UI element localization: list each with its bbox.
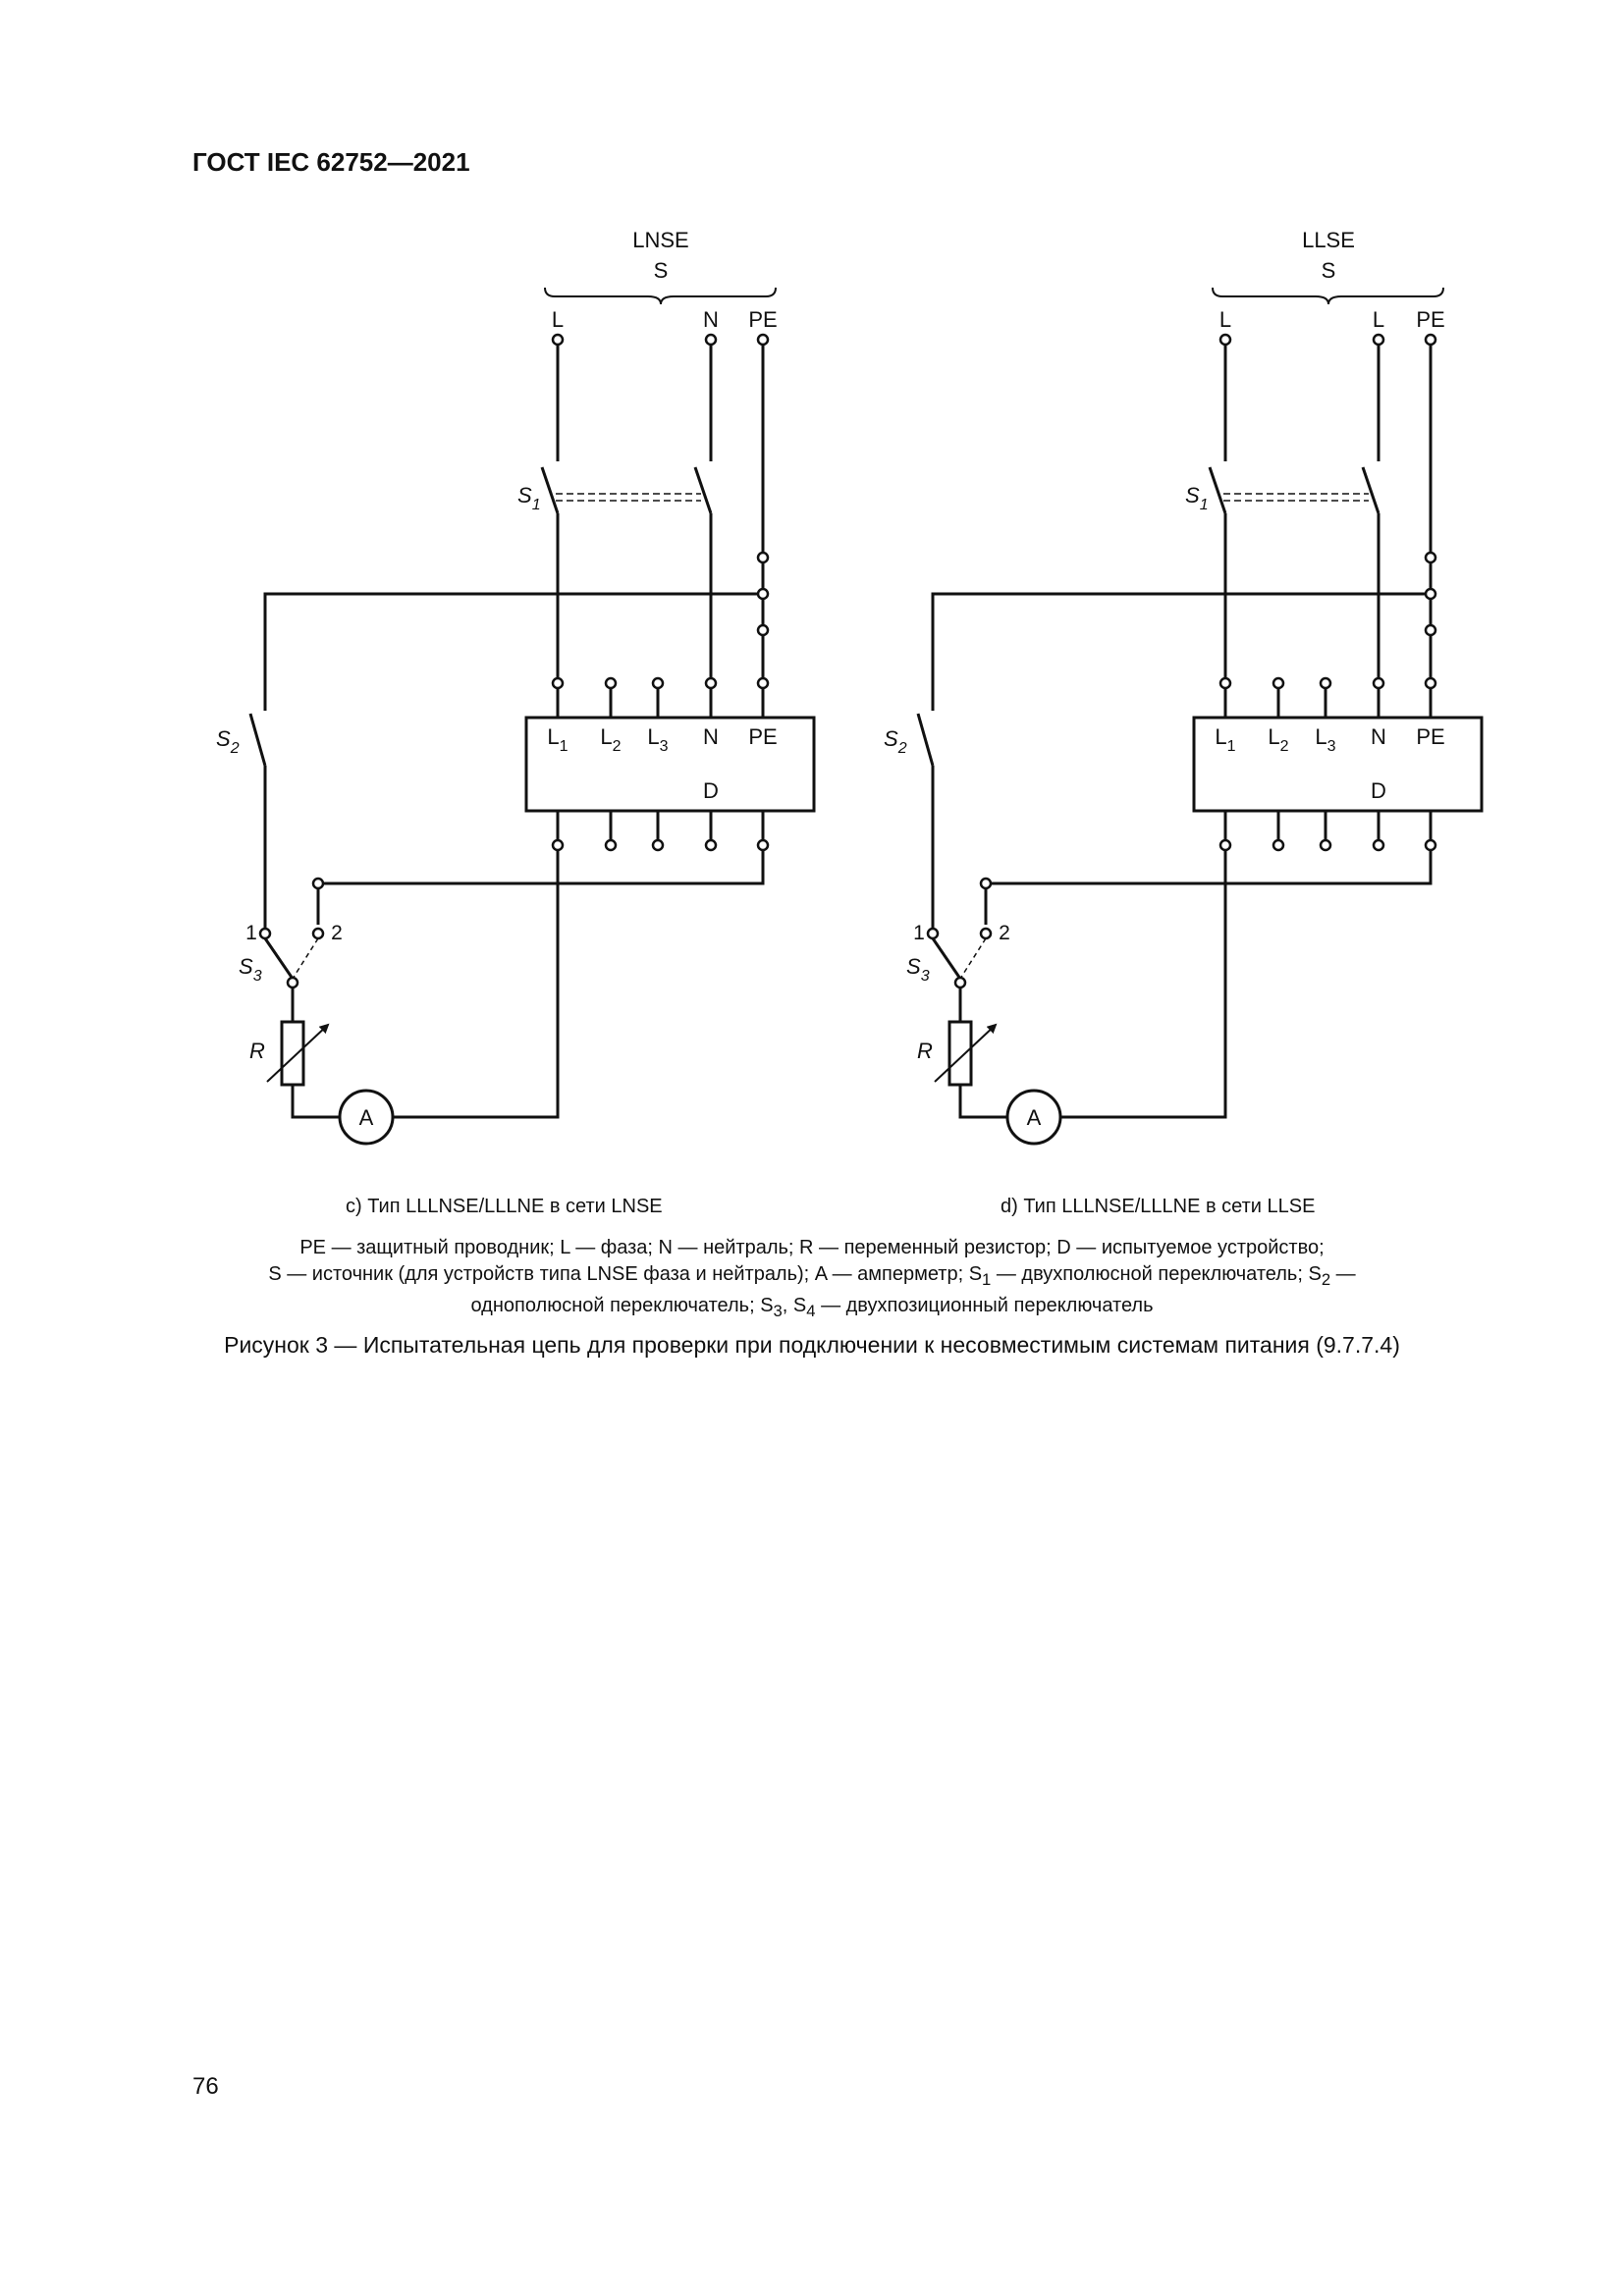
legend-line-2: S — источник (для устройств типа LNSE фаза и нейтраль); A — амперметр; $S_1$ — двухполюсной переключатель; $S_2$ —: [268, 1263, 1356, 1289]
resistor-body: [282, 1022, 303, 1085]
node-device-top-3: [1374, 678, 1383, 688]
switch-s2-label: $S_2$: [216, 726, 240, 757]
source-terminal-label-l: L: [551, 307, 565, 332]
wire-pe-bottom-to-s3-pos2: [318, 846, 763, 925]
device-terminal-label-3: N: [703, 724, 719, 749]
switch-s3-label: $S_3$: [906, 954, 930, 985]
node-pe-3: [1426, 625, 1435, 635]
node-device-bottom-2: [1321, 840, 1330, 850]
switch-s3-pos1-label: 1: [913, 922, 925, 944]
node-device-top-4: [1426, 678, 1435, 688]
switch-s3-pos2-label: 2: [999, 922, 1010, 944]
node-device-bottom-3: [1374, 840, 1383, 850]
node-pe-1: [758, 553, 768, 562]
switch-s2-blade: [918, 714, 933, 766]
node-s3-pos1: [928, 929, 938, 938]
switch-s3-pos1-label: 1: [245, 922, 257, 944]
wire-pe-to-s2: [265, 594, 763, 711]
caption-panel-d: d) Тип LLLNSE/LLLNE в сети LLSE: [1001, 1196, 1316, 1217]
wire-device-l1-to-ammeter: [1060, 846, 1225, 1117]
device-terminal-label-2: $L_3$: [647, 724, 669, 755]
node-device-bottom-3: [706, 840, 716, 850]
legend-line-3: однополюсной переключатель; $S_3$, $S_4$ — двухпозиционный переключатель: [470, 1295, 1154, 1320]
source-terminal-label-l: L: [1218, 307, 1232, 332]
wire-pe-bottom-to-s3-pos2: [986, 846, 1431, 925]
node-s3-pos2: [981, 929, 991, 938]
source-type-label: LLSE: [1302, 228, 1355, 252]
source-label: S: [1321, 258, 1336, 283]
device-terminal-label-0: $L_1$: [547, 724, 568, 755]
switch-s3-link: [960, 938, 986, 979]
device-terminal-label-4: PE: [1416, 724, 1445, 749]
source-terminal-label-l: L: [1372, 307, 1385, 332]
node-device-bottom-4: [1426, 840, 1435, 850]
node-source-n: [1374, 335, 1383, 345]
node-device-bottom-0: [553, 840, 563, 850]
page-number: 76: [192, 2073, 219, 2100]
ammeter-label: A: [358, 1105, 374, 1130]
source-terminal-label-n: N: [703, 307, 719, 332]
circuit-panel-d: [884, 228, 1482, 1144]
resistor-body: [949, 1022, 971, 1085]
switch-s3-link: [293, 938, 318, 979]
caption-panel-c: c) Тип LLLNSE/LLLNE в сети LNSE: [346, 1196, 663, 1217]
legend-line-1: PE — защитный проводник; L — фаза; N — нейтраль; R — переменный резистор; D — испытуемое устройство;: [299, 1237, 1325, 1258]
switch-s1-blade-2: [695, 467, 711, 513]
device-label: D: [703, 778, 719, 803]
switch-s1-label: $S_1$: [517, 483, 541, 513]
node-source-l: [1220, 335, 1230, 345]
figure-title: Рисунок 3 — Испытательная цепь для проверки при подключении к несовместимым системам питания (9.7.7.4): [224, 1332, 1400, 1358]
node-source-pe: [758, 335, 768, 345]
node-device-bottom-1: [1273, 840, 1283, 850]
wire-resistor-to-ammeter: [960, 1085, 1007, 1117]
device-terminal-label-4: PE: [748, 724, 778, 749]
node-device-bottom-1: [606, 840, 616, 850]
node-s3-common: [955, 978, 965, 988]
node-device-top-0: [553, 678, 563, 688]
node-s3-pos1: [260, 929, 270, 938]
switch-s1-label: $S_1$: [1185, 483, 1209, 513]
switch-s1-blade-1: [542, 467, 558, 513]
node-device-top-1: [606, 678, 616, 688]
node-s3-pos2: [313, 929, 323, 938]
node-source-l: [553, 335, 563, 345]
device-terminal-label-2: $L_3$: [1315, 724, 1336, 755]
source-brace: [1213, 288, 1443, 304]
switch-s2-blade: [250, 714, 265, 766]
node-device-bottom-0: [1220, 840, 1230, 850]
node-device-top-4: [758, 678, 768, 688]
node-device-bottom-2: [653, 840, 663, 850]
node-device-top-3: [706, 678, 716, 688]
node-s3-pos2-junction: [313, 879, 323, 888]
switch-s3-pos2-label: 2: [331, 922, 343, 944]
wire-pe-to-s2: [933, 594, 1431, 711]
node-device-bottom-4: [758, 840, 768, 850]
node-device-top-2: [1321, 678, 1330, 688]
switch-s3-blade: [265, 938, 293, 979]
circuit-panel-c: [216, 228, 814, 1144]
resistor-label: R: [249, 1039, 265, 1063]
wire-device-l1-to-ammeter: [393, 846, 558, 1117]
source-terminal-label-pe: PE: [748, 307, 778, 332]
ammeter-label: A: [1026, 1105, 1042, 1130]
switch-s3-blade: [933, 938, 960, 979]
node-source-pe: [1426, 335, 1435, 345]
device-terminal-label-3: N: [1371, 724, 1386, 749]
node-pe-1: [1426, 553, 1435, 562]
node-pe-3: [758, 625, 768, 635]
wire-resistor-to-ammeter: [293, 1085, 340, 1117]
source-type-label: LNSE: [632, 228, 689, 252]
node-s3-common: [288, 978, 298, 988]
device-label: D: [1371, 778, 1386, 803]
node-device-top-2: [653, 678, 663, 688]
switch-s1-blade-2: [1363, 467, 1379, 513]
source-terminal-label-pe: PE: [1416, 307, 1445, 332]
node-source-n: [706, 335, 716, 345]
device-terminal-label-0: $L_1$: [1215, 724, 1236, 755]
source-label: S: [653, 258, 669, 283]
node-pe-2: [1426, 589, 1435, 599]
device-terminal-label-1: $L_2$: [600, 724, 622, 755]
document-header: ГОСТ IEC 62752—2021: [192, 147, 470, 177]
device-terminal-label-1: $L_2$: [1268, 724, 1289, 755]
switch-s3-label: $S_3$: [239, 954, 262, 985]
switch-s1-blade-1: [1210, 467, 1225, 513]
figure-legend: [0, 1235, 1624, 1324]
switch-s2-label: $S_2$: [884, 726, 907, 757]
node-device-top-1: [1273, 678, 1283, 688]
source-brace: [545, 288, 776, 304]
node-s3-pos2-junction: [981, 879, 991, 888]
node-device-top-0: [1220, 678, 1230, 688]
node-pe-2: [758, 589, 768, 599]
resistor-label: R: [917, 1039, 933, 1063]
